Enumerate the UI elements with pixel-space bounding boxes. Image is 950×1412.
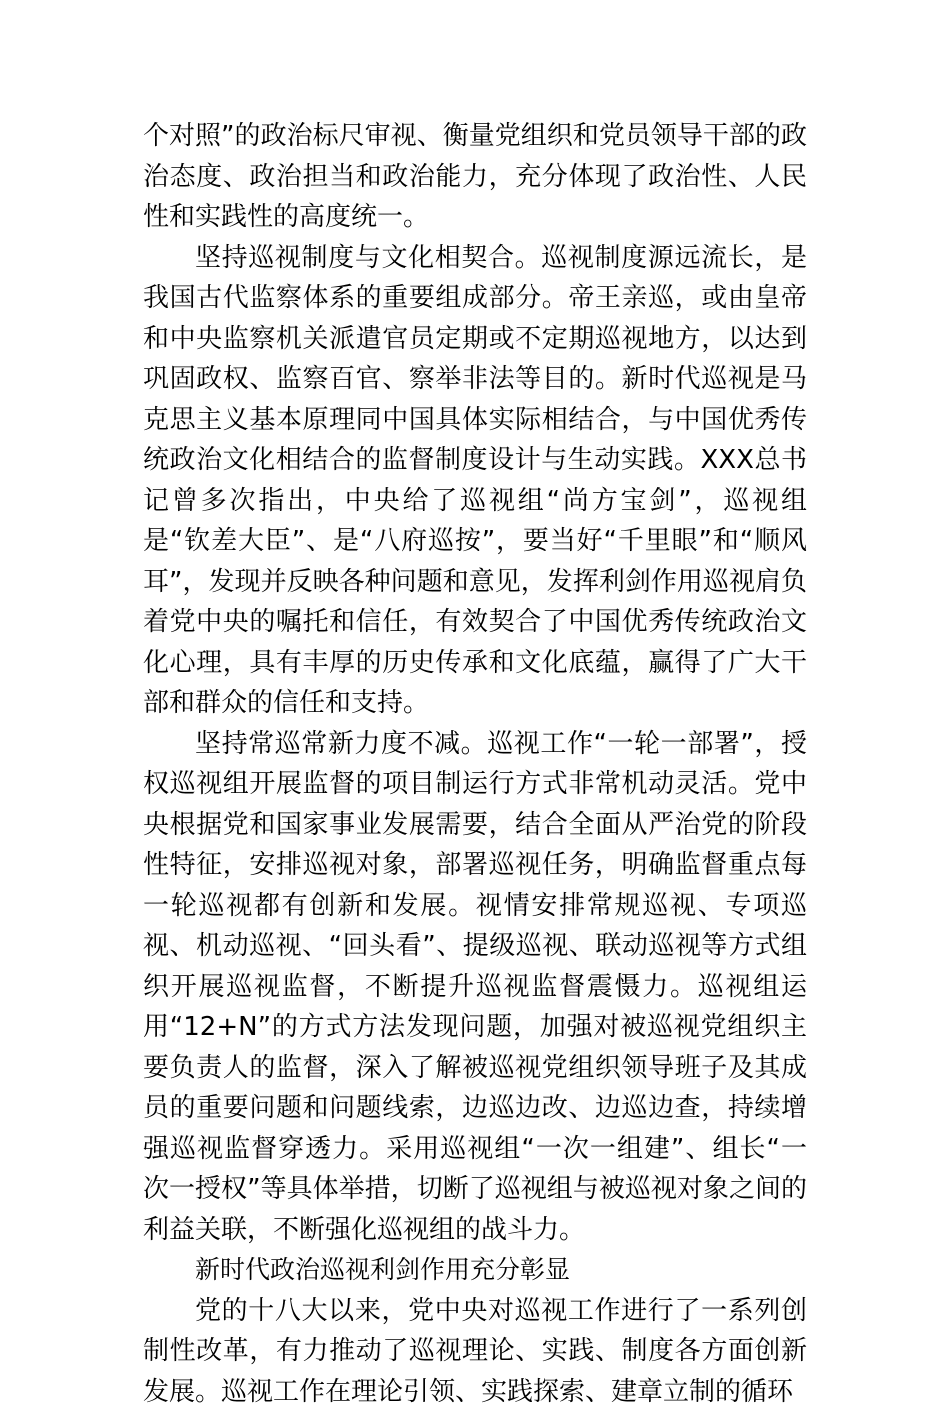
document-page: [143, 116, 807, 1412]
section-heading: 新时代政治巡视利剑作用充分彰显: [143, 1250, 807, 1291]
paragraph-reform: 党的十八大以来，党中央对巡视工作进行了一系列创制性改革，有力推动了巡视理论、实践、制度各方面创新发展。巡视工作在理论引领、实践探索、建章立制的循环: [143, 1291, 807, 1412]
paragraph-regular-inspection: 坚持常巡常新力度不减。巡视工作“一轮一部署”，授权巡视组开展监督的项目制运行方式非常机动灵活。党中央根据党和国家事业发展需要，结合全面从严治党的阶段性特征，安排巡视对象，部署巡视任务，明确监督重点每一轮巡视都有创新和发展。视情安排常规巡视、专项巡视、机动巡视、“回头看”、提级巡视、联动巡视等方式组织开展巡视监督，不断提升巡视监督震慑力。巡视组运用“12+N”的方式方法发现问题，加强对被巡视党组织主要负责人的监督，深入了解被巡视党组织领导班子及其成员的重要问题和问题线索，边巡边改、边巡边查，持续增强巡视监督穿透力。采用巡视组“一次一组建”、组长“一次一授权”等具体举措，切断了巡视组与被巡视对象之间的利益关联，不断强化巡视组的战斗力。: [143, 724, 807, 1251]
paragraph-continuation: 个对照”的政治标尺审视、衡量党组织和党员领导干部的政治态度、政治担当和政治能力，充分体现了政治性、人民性和实践性的高度统一。: [143, 116, 807, 238]
paragraph-culture: 坚持巡视制度与文化相契合。巡视制度源远流长，是我国古代监察体系的重要组成部分。帝王亲巡，或由皇帝和中央监察机关派遣官员定期或不定期巡视地方，以达到巩固政权、监察百官、察举非法等目的。新时代巡视是马克思主义基本原理同中国具体实际相结合，与中国优秀传统政治文化相结合的监督制度设计与生动实践。XXX总书记曾多次指出，中央给了巡视组“尚方宝剑”，巡视组是“钦差大臣”、是“八府巡按”，要当好“千里眼”和“顺风耳”，发现并反映各种问题和意见，发挥利剑作用巡视肩负着党中央的嘱托和信任，有效契合了中国优秀传统政治文化心理，具有丰厚的历史传承和文化底蕴，赢得了广大干部和群众的信任和支持。: [143, 238, 807, 724]
